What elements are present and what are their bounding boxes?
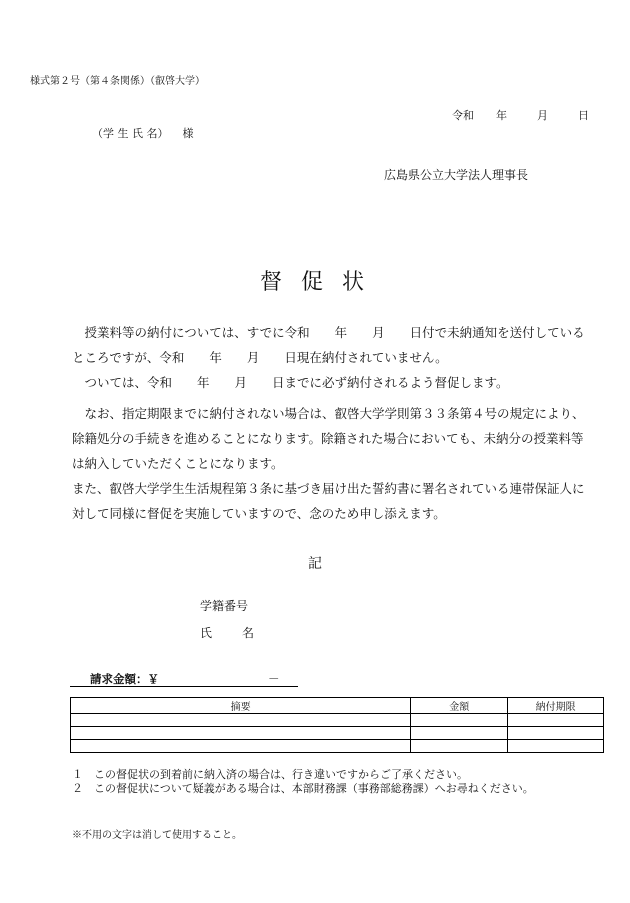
sender: 広島県公立大学法人理事長: [384, 168, 529, 182]
table-row: [71, 714, 604, 727]
table-cell: [71, 714, 411, 727]
items-table: [70, 697, 604, 753]
note-2: ２ この督促状について疑義がある場合は、本部財務課（事務部総務課）へお尋ねください。: [72, 781, 534, 795]
header-amount: 金額: [411, 698, 508, 714]
table-cell: [411, 740, 508, 753]
addressee-name: （学 生 氏 名）: [92, 127, 169, 140]
claim-label: 請求金額：￥: [90, 672, 159, 686]
table-cell: [411, 714, 508, 727]
addressee: [92, 125, 194, 141]
paragraph-3: なお、指定期限までに納付されない場合は、叡啓大学学則第３３条第４号の規定により、除籍処分の手続きを進めることになります。除籍された場合においても、未納分の授業料等は納入していただくことになります。: [72, 406, 585, 471]
table-cell: [508, 740, 604, 753]
table-header-row: [71, 698, 604, 714]
footnote: ※不用の文字は消して使用すること。: [72, 830, 242, 841]
header-due-date: 納付期限: [508, 698, 604, 714]
claim-amount: [70, 671, 298, 687]
paragraph-4: また、叡啓大学学生生活規程第３条に基づき届け出た誓約書に署名されている連帯保証人に対して同様に督促を実施していますので、念のため申し添えます。: [72, 481, 585, 521]
note-1: １ この督促状の到着前に納入済の場合は、行き違いですからご了承ください。: [72, 768, 468, 781]
form-number: 様式第２号（第４条関係）（叡啓大学）: [30, 76, 205, 87]
date-day: 日: [578, 109, 589, 122]
notes: [72, 768, 562, 795]
header-description: 摘要: [71, 698, 411, 714]
table-row: [71, 740, 604, 753]
ki-heading: 記: [308, 556, 322, 572]
table-cell: [71, 727, 411, 740]
student-number-label: 学籍番号: [200, 599, 249, 613]
date-line: [452, 107, 589, 123]
table-cell: [508, 727, 604, 740]
document-title: 督 促 状: [260, 270, 370, 295]
table-cell: [71, 740, 411, 753]
date-year: 年: [496, 109, 507, 122]
table-cell: [508, 714, 604, 727]
date-era: 令和: [452, 109, 474, 122]
body-text: [72, 320, 588, 526]
name-label-left: 氏: [200, 626, 213, 640]
addressee-suffix: 様: [182, 127, 194, 140]
table-row: [71, 727, 604, 740]
name-label-right: 名: [242, 626, 255, 640]
paragraph-1: 授業料等の納付については、すでに令和 年 月 日付で未納通知を送付しているところですが、令和 年 月 日現在納付されていません。: [72, 325, 585, 365]
paragraph-2: ついては、令和 年 月 日までに必ず納付されるよう督促します。: [72, 375, 509, 390]
table-cell: [411, 727, 508, 740]
claim-dash: －: [268, 672, 280, 686]
name-label: [200, 624, 254, 641]
date-month: 月: [537, 109, 548, 122]
